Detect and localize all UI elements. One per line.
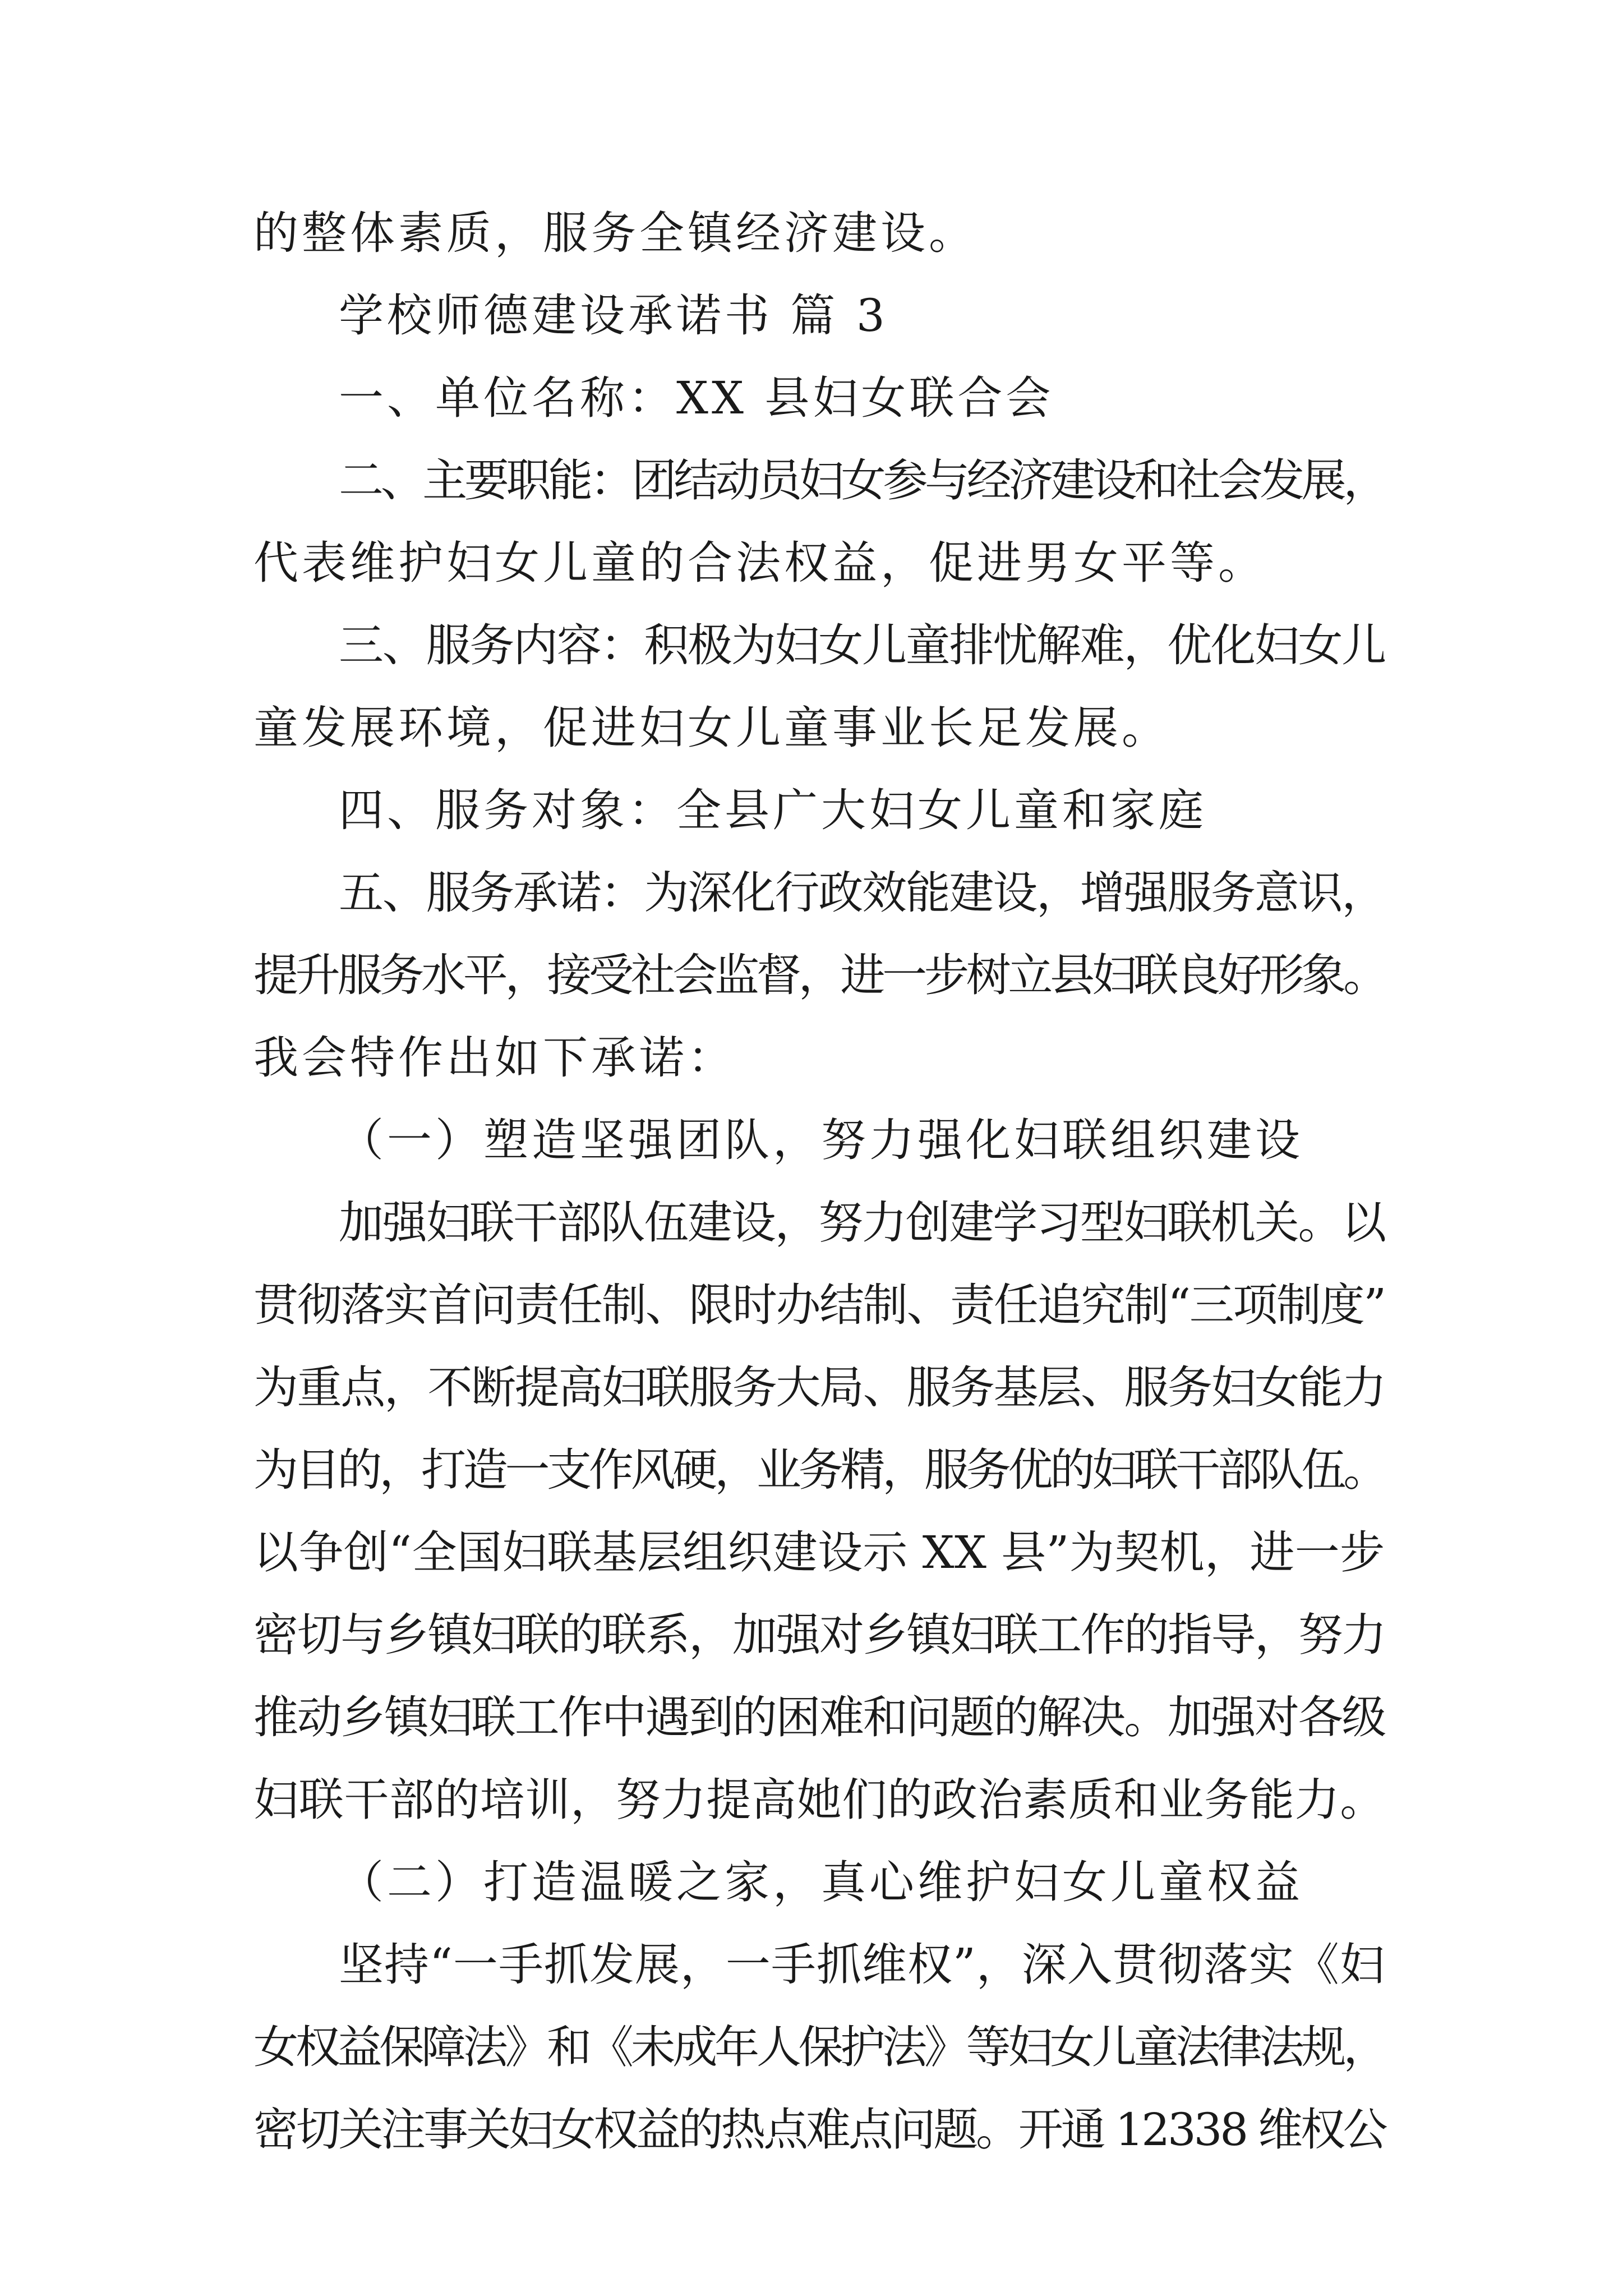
text-line-16: 为目的，打造一支作风硬，业务精，服务优的妇联干部队伍。 <box>253 1444 1385 1496</box>
text-line-22: 坚持“一手抓发展，一手抓维权”，深入贯彻落实《妇 <box>339 1939 1385 1991</box>
section-heading-1: （一）塑造坚强团队，努力强化妇联组织建设 <box>339 1114 1303 1166</box>
text-line-23: 女权益保障法》和《未成年人保护法》等妇女儿童法律法规， <box>253 2021 1385 2073</box>
text-line-5: 代表维护妇女儿童的合法权益，促进男女平等。 <box>253 537 1266 589</box>
text-line-1: 的整体素质，服务全镇经济建设。 <box>253 207 977 259</box>
text-line-14: 贯彻落实首问责任制、限时办结制、责任追究制“三项制度” <box>253 1279 1385 1331</box>
text-line-18: 密切与乡镇妇联的联系，加强对乡镇妇联工作的指导，努力 <box>253 1609 1385 1661</box>
text-line-6: 三、服务内容：积极为妇女儿童排忧解难，优化妇女儿 <box>339 619 1385 671</box>
text-line-3: 一、单位名称：XX 县妇女联合会 <box>339 372 1054 424</box>
text-line-19: 推动乡镇妇联工作中遇到的困难和问题的解决。加强对各级 <box>253 1691 1385 1743</box>
text-line-11: 我会特作出如下承诺： <box>253 1032 736 1084</box>
text-line-15: 为重点，不断提高妇联服务大局、服务基层、服务妇女能力 <box>253 1361 1385 1414</box>
text-line-7: 童发展环境，促进妇女儿童事业长足发展。 <box>253 702 1170 754</box>
text-line-20: 妇联干部的培训，努力提高她们的政治素质和业务能力。 <box>253 1774 1385 1826</box>
text-line-13: 加强妇联干部队伍建设，努力创建学习型妇联机关。以 <box>339 1197 1385 1249</box>
section-heading-2: （二）打造温暖之家，真心维护妇女儿童权益 <box>339 1856 1303 1908</box>
text-line-9: 五、服务承诺：为深化行政效能建设，增强服务意识， <box>339 867 1385 919</box>
text-line-10: 提升服务水平，接受社会监督，进一步树立县妇联良好形象。 <box>253 949 1385 1001</box>
text-line-24: 密切关注事关妇女权益的热点难点问题。开通 12338 维权公 <box>253 2104 1386 2156</box>
text-line-2: 学校师德建设承诺书 篇 3 <box>339 289 888 342</box>
text-line-4: 二、主要职能：团结动员妇女参与经济建设和社会发展， <box>339 454 1385 507</box>
text-line-17: 以争创“全国妇联基层组织建设示 XX 县”为契机，进一步 <box>253 1526 1385 1579</box>
text-line-8: 四、服务对象：全县广大妇女儿童和家庭 <box>339 784 1207 836</box>
